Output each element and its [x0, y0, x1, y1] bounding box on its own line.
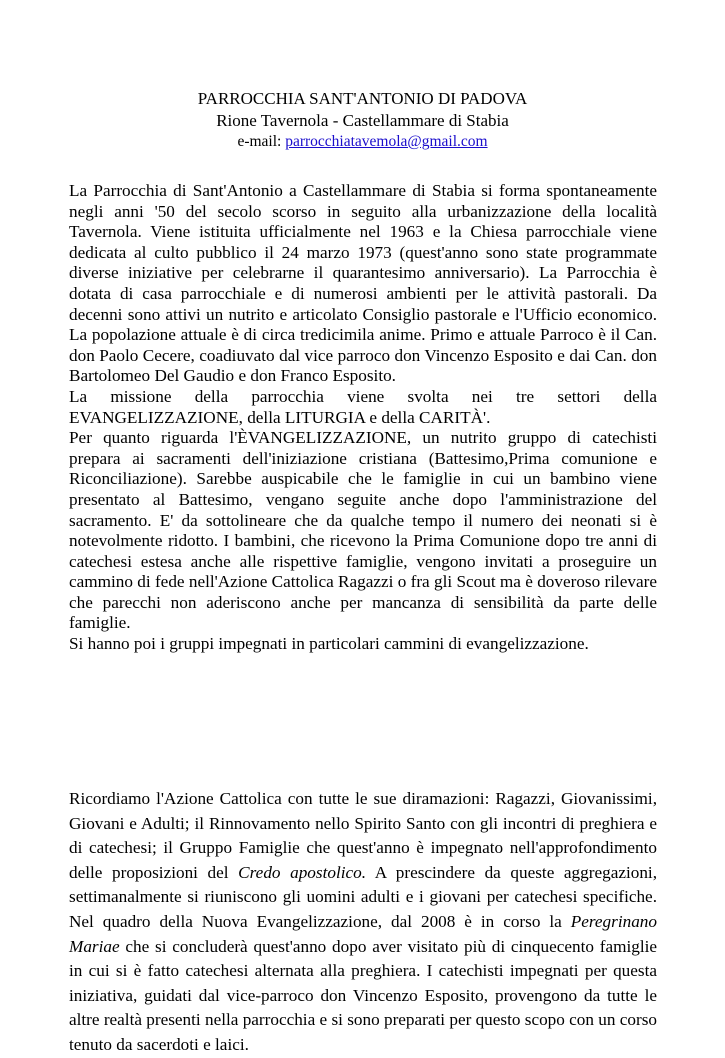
body-section-1 [69, 181, 657, 655]
paragraph-history: La Parrocchia di Sant'Antonio a Castellammare di Stabia si forma spontaneamente negli anni '50 del secolo scorso in seguito alla urbanizzazione della località Tavernola. Viene istituita ufficialmente nel 1963 e la Chiesa parrocchiale viene dedicata al culto pubblico il 24 marzo 1973 (quest'anno sono state programmate diverse iniziative per celebrarne il quarantesimo anniversario). La Parrocchia è dotata di casa parrocchiale e di numerosi ambienti per le attività pastorali. Da decenni sono attivi un nutrito e articolato Consiglio pastorale e l'Ufficio economico. La popolazione attuale è di circa tredicimila anime. Primo e attuale Parroco è il Can. don Paolo Cecere, coadiuvato dal vice parroco don Vincenzo Esposito e dai Can. don Bartolomeo Del Gaudio e don Franco Esposito. [69, 181, 657, 386]
body-section-2 [69, 787, 657, 1058]
associations-text-c: che si concluderà quest'anno dopo aver visitato più di cinquecento famiglie in cui si è fatto catechesi alternata alla preghiera. I catechisti impegnati per questa iniziativa, guidati dal vice-parroco don Vincenzo Esposito, provengono da tutte le altre realtà presenti nella parrocchia e si sono preparati per questo scopo con un corso tenuto da sacerdoti e laici. [69, 936, 657, 1054]
document-header [0, 88, 725, 152]
peregrinano-mariae-title: Peregrinano Mariae [69, 911, 657, 956]
paragraph-associations [69, 787, 657, 1058]
paragraph-evangelization: Per quanto riguarda l'ÈVANGELIZZAZIONE, un nutrito gruppo di catechisti prepara ai sacramenti dell'iniziazione cristiana (Battesimo,Prima comunione e Riconciliazione). Sarebbe auspicabile che le famiglie in cui un bambino viene presentato al Battesimo, vengano seguite anche dopo l'amministrazione del sacramento. E' da sottolineare che da qualche tempo il numero dei neonati si è notevolmente ridotto. I bambini, che ricevono la Prima Comunione dopo tre anni di catechesi estesa anche alle rispettive famiglie, vengono invitati a proseguire un cammino di fede nell'Azione Cattolica Ragazzi o fra gli Scout ma è doveroso rilevare che parecchi non aderiscono anche per mancanza di sensibilità da parte delle famiglie. [69, 428, 657, 633]
email-link[interactable]: parrocchiatavemola@gmail.com [285, 133, 488, 150]
email-label: e-mail: [237, 133, 286, 150]
parish-location: Rione Tavernola - Castellammare di Stabia [216, 111, 509, 130]
associations-text-a: Ricordiamo l'Azione Cattolica con tutte le sue diramazioni: Ragazzi, Giovanissimi, Giovani e Adulti; il Rinnovamento nello Spirito Santo con gli incontri di preghiera e di catechesi; il Gruppo Famiglie che quest'anno è impegnato nell'approfondimento delle proposizioni del [69, 789, 657, 882]
email-line [0, 132, 725, 152]
associations-text-b: A prescindere da queste aggregazioni, settimanalmente si riuniscono gli uomini adulti e i giovani per catechesi specifiche. Nel quadro della Nuova Evangelizzazione, dal 2008 è in corso la [69, 862, 657, 931]
parish-title: PARROCCHIA SANT'ANTONIO DI PADOVA [197, 89, 528, 108]
paragraph-mission: La missione della parrocchia viene svolta nei tre settori della EVANGELIZZAZIONE, della LITURGIA e della CARITÀ'. [69, 386, 657, 427]
credo-apostolico-title: Credo apostolico. [238, 862, 367, 882]
paragraph-groups: Si hanno poi i gruppi impegnati in particolari cammini di evangelizzazione. [69, 634, 589, 654]
